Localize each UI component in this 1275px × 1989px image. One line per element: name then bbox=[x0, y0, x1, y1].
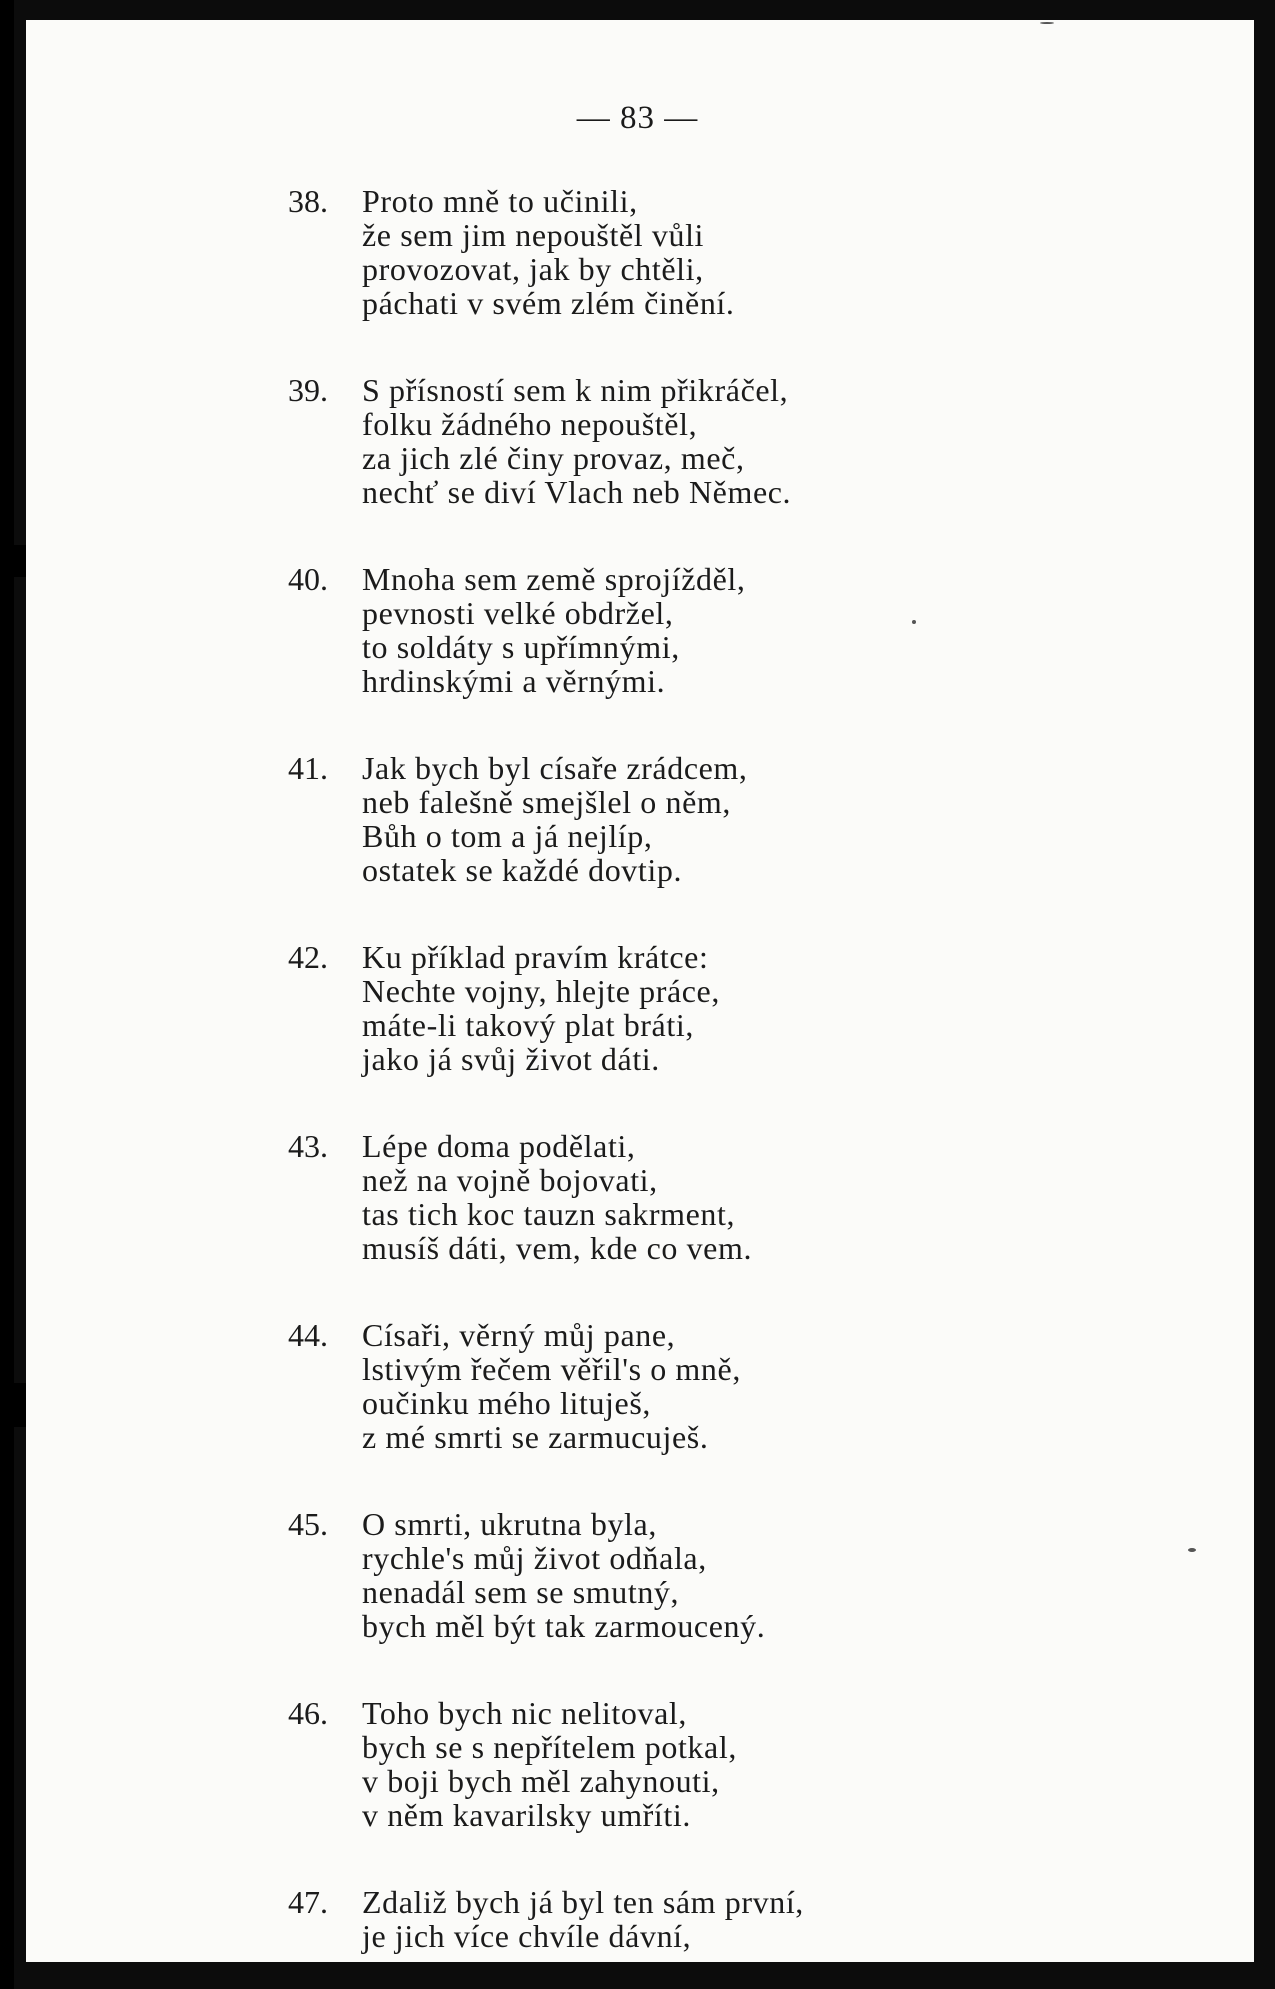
verse-line: je jich více chvíle dávní, bbox=[362, 1918, 692, 1954]
stanza-number: 38. bbox=[288, 183, 328, 219]
page-number: — 83 — bbox=[576, 100, 699, 136]
stanza-number: 47. bbox=[288, 1884, 328, 1920]
stanza-number: 44. bbox=[288, 1317, 328, 1353]
edge-mark-upper bbox=[0, 545, 26, 577]
verse-line: Bůh o tom a já nejlíp, bbox=[362, 818, 653, 854]
verse-line: O smrti, ukrutna byla, bbox=[362, 1506, 657, 1542]
stanza-39 bbox=[288, 373, 1188, 509]
verse-line: Zdaliž bych já byl ten sám první, bbox=[362, 1884, 804, 1920]
verse-line: Nechte vojny, hlejte práce, bbox=[362, 973, 720, 1009]
stanza-46 bbox=[288, 1696, 1188, 1832]
verse-line: v boji bych měl zahynouti, bbox=[362, 1763, 720, 1799]
verse-line: to soldáty s upřímnými, bbox=[362, 629, 680, 665]
verse-line: než na vojně bojovati, bbox=[362, 1162, 658, 1198]
verse-line: máte-li takový plat bráti, bbox=[362, 1007, 694, 1043]
verse-line: Císaři, věrný můj pane, bbox=[362, 1317, 676, 1353]
verse-line: hrdinskými a věrnými. bbox=[362, 663, 666, 699]
stanza-number: 43. bbox=[288, 1128, 328, 1164]
stanza-47 bbox=[288, 1885, 1188, 1953]
verse-line: Mnoha sem země sprojížděl, bbox=[362, 561, 746, 597]
verse-line: rychle's můj život odňala, bbox=[362, 1540, 707, 1576]
stanza-42 bbox=[288, 940, 1188, 1076]
stanza-40 bbox=[288, 562, 1188, 698]
stanza-43 bbox=[288, 1129, 1188, 1265]
stanza-number: 46. bbox=[288, 1695, 328, 1731]
dust-speck bbox=[1040, 22, 1054, 24]
verse-line: provozovat, jak by chtěli, bbox=[362, 251, 704, 287]
edge-mark-lower bbox=[0, 1383, 26, 1427]
verse-line: nenadál sem se smutný, bbox=[362, 1574, 680, 1610]
stanza-38 bbox=[288, 184, 1188, 320]
verse-line: musíš dáti, vem, kde co vem. bbox=[362, 1230, 753, 1266]
verse-line: že sem jim nepouštěl vůli bbox=[362, 217, 705, 253]
binding-edge bbox=[0, 0, 14, 1989]
stanza-number: 41. bbox=[288, 750, 328, 786]
verse-line: z mé smrti se zarmucuješ. bbox=[362, 1419, 709, 1455]
verse-line: lstivým řečem věřil's o mně, bbox=[362, 1351, 741, 1387]
verse-line: jako já svůj život dáti. bbox=[362, 1041, 660, 1077]
stanza-number: 39. bbox=[288, 372, 328, 408]
verse-line: nechť se diví Vlach neb Němec. bbox=[362, 474, 792, 510]
verse-line: za jich zlé činy provaz, meč, bbox=[362, 440, 745, 476]
stanza-number: 40. bbox=[288, 561, 328, 597]
verse-line: páchati v svém zlém činění. bbox=[362, 285, 735, 321]
verse-line: bych měl být tak zarmoucený. bbox=[362, 1608, 766, 1644]
verse-line: folku žádného nepouštěl, bbox=[362, 406, 698, 442]
verse-line: pevnosti velké obdržel, bbox=[362, 595, 674, 631]
verse-line: ostatek se každé dovtip. bbox=[362, 852, 683, 888]
verse-line: Jak bych byl císaře zrádcem, bbox=[362, 750, 748, 786]
verse-line: v něm kavarilsky umříti. bbox=[362, 1797, 692, 1833]
stanza-number: 45. bbox=[288, 1506, 328, 1542]
verse-line: oučinku mého lituješ, bbox=[362, 1385, 652, 1421]
verse-line: Lépe doma podělati, bbox=[362, 1128, 636, 1164]
poem-body bbox=[288, 184, 1188, 1989]
stanza-44 bbox=[288, 1318, 1188, 1454]
stanza-45 bbox=[288, 1507, 1188, 1643]
verse-line: tas tich koc tauzn sakrment, bbox=[362, 1196, 736, 1232]
verse-line: S přísností sem k nim přikráčel, bbox=[362, 372, 789, 408]
verse-line: Proto mně to učinili, bbox=[362, 183, 638, 219]
verse-line: Toho bych nic nelitoval, bbox=[362, 1695, 687, 1731]
verse-line: bych se s nepřítelem potkal, bbox=[362, 1729, 737, 1765]
stanza-number: 42. bbox=[288, 939, 328, 975]
verse-line: neb falešně smejšlel o něm, bbox=[362, 784, 731, 820]
verse-line: Ku příklad pravím krátce: bbox=[362, 939, 709, 975]
stanza-41 bbox=[288, 751, 1188, 887]
dust-speck bbox=[1188, 1548, 1196, 1552]
